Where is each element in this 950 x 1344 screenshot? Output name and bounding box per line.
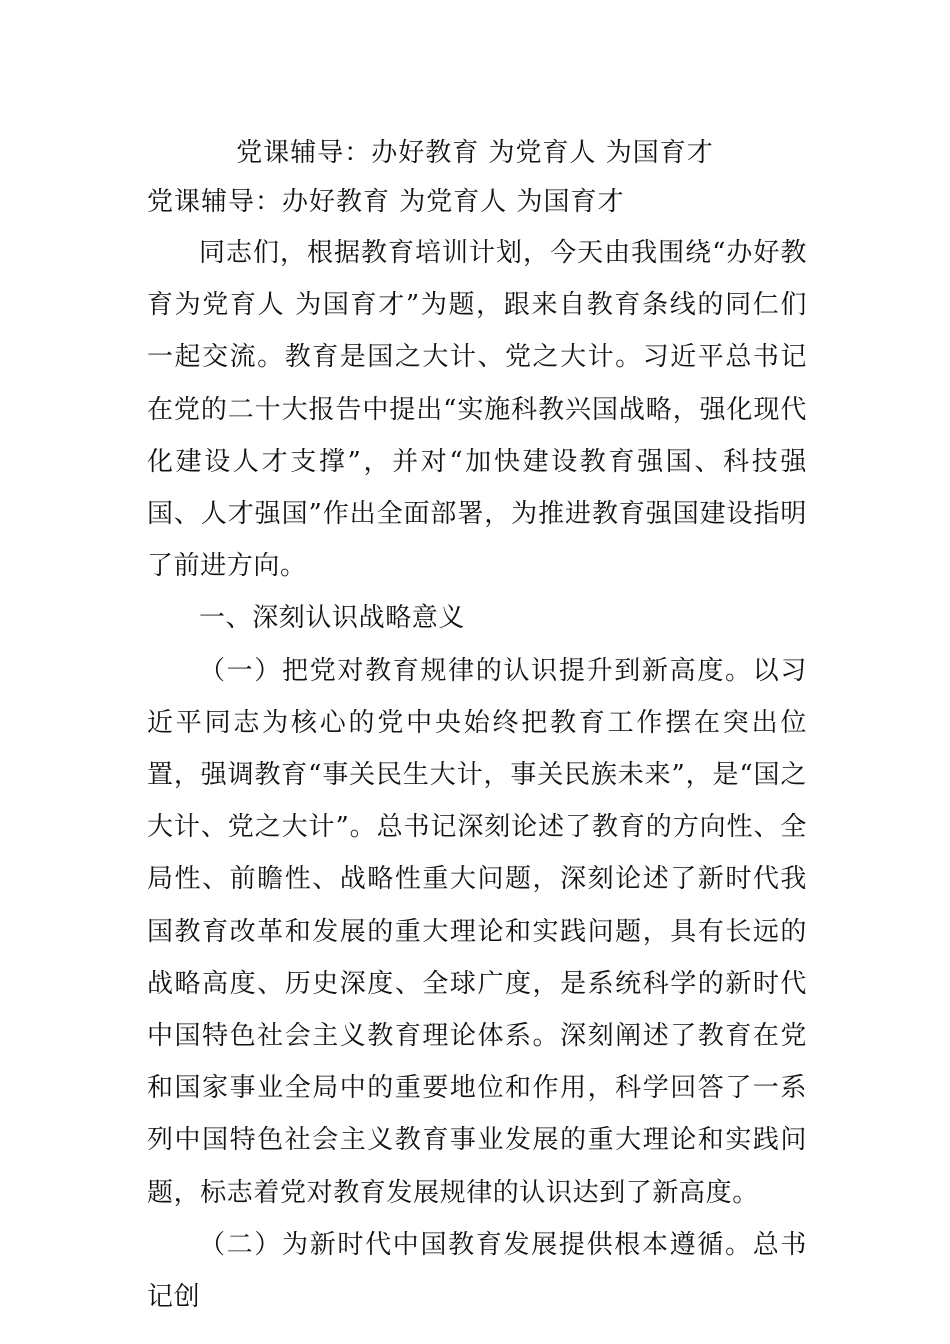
document-title: 党课辅导：办好教育 为党育人 为国育才 [236,138,714,168]
paragraph-section-1-2: （二）为新时代中国教育发展提供根本遵循。总书记创 [147,1229,807,1313]
document-subtitle: 党课辅导：办好教育 为党育人 为国育才 [147,187,625,217]
document-body [147,227,807,1323]
paragraph-section-1-1: （一）把党对教育规律的认识提升到新高度。以习近平同志为核心的党中央始终把教育工作摆在突出位置，强调教育“事关民生大计，事关民族未来”，是“国之大计、党之大计”。总书记深刻论述了教育的方向性、全局性、前瞻性、战略性重大问题，深刻论述了新时代我国教育改革和发展的重大理论和实践问题，具有长远的战略高度、历史深度、全球广度，是系统科学的新时代中国特色社会主义教育理论体系。深刻阐述了教育在党和国家事业全局中的重要地位和作用，科学回答了一系列中国特色社会主义教育事业发展的重大理论和实践问题，标志着党对教育发展规律的认识达到了新高度。 [147,655,807,1208]
section-heading-1: 一、深刻认识战略意义 [199,603,466,634]
paragraph-intro: 同志们，根据教育培训计划，今天由我围绕“办好教育为党育人 为国育才”为题，跟来自教育条线的同仁们一起交流。教育是国之大计、党之大计。习近平总书记在党的二十大报告中提出“实施科教兴国战略，强化现代化建设人才支撑”，并对“加快建设教育强国、科技强国、人才强国”作出全面部署，为推进教育强国建设指明了前进方向。 [147,238,807,582]
